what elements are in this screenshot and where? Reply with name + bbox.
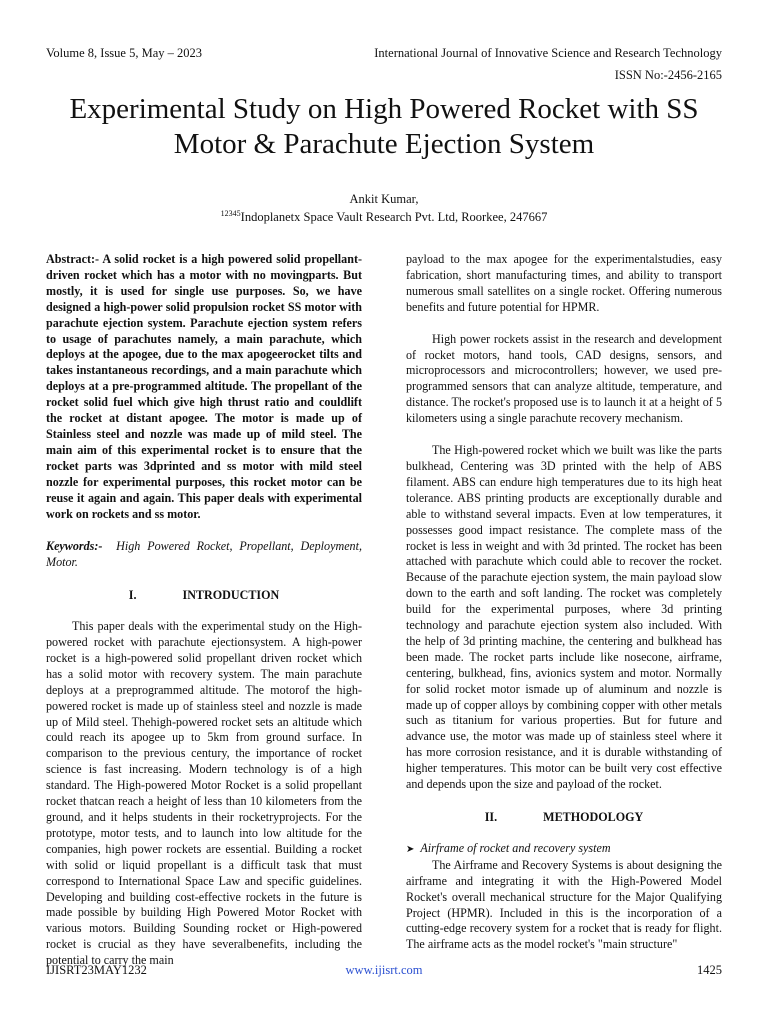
body-paragraph-2: High power rockets assist in the research and development of rocket motors, hand tools, CAD designs, sensors, and microprocessors and microcontrollers; however, we used pre-programmed sensors that can analyze altitude, temperature, and distance. The rocket's proposed use is to launch it at a height of 5 kilometers using a single parachute recovery mechanism. xyxy=(406,331,722,426)
methodology-paragraph: The Airframe and Recovery Systems is about designing the airframe and integrating it with the High-Powered Model Rocket's overall mechanical structure for the Major Qualifying Project (HPMR). Included in this is the incorporation of a cutting-edge recovery system for a rocket that is ready for flight. The airframe acts as the model rocket's "main structure" xyxy=(406,857,722,952)
issn: ISSN No:-2456-2165 xyxy=(614,68,722,82)
keywords-text: High Powered Rocket, Propellant, Deployment, Motor. xyxy=(46,539,362,570)
introduction-paragraph: This paper deals with the experimental study on the High-powered rocket with parachute ejectionsystem. A high-power rocket is a high-powered solid propellant driven rocket which has a solid motor with recovery system. The main parachute deploys at a preprogrammed altitude. The motorof the high-powered rocket is made up of stainless steel and nozzle is made up of Mild steel. Thehigh-powered rocket sets an altitude which could reach its apogee up to 5km from ground surface. In comparison to the previous century, the importance of rocket science is fast increasing. Modern technology is of a high standard. The High-powered Motor Rocket is a solid propellant rocket thatcan reach a height of less than 10 kilometers from the ground, and it helps students in their rocketryprojects. For the prototype, motor tests, and to launch into low altitude for the companies, high power rockets are essential. Building a rocket with solid or liquid propellant is a difficult task that must correspond to International Space Law and specific guidelines. Developing and building cost-effective rockets in the future is made possible by building High Powered Motor Rocket with various motors. Building Sounding rocket or High-powered rocket is crucial as they have severalbenefits, including the potential to carry the main xyxy=(46,619,362,968)
section-heading-methodology xyxy=(406,810,722,826)
journal-url[interactable]: www.ijisrt.com xyxy=(345,963,423,977)
page-number: 1425 xyxy=(697,963,722,977)
keywords-label: Keywords:- xyxy=(46,539,103,554)
section-heading-introduction xyxy=(46,588,362,604)
affiliation-text: Indoplanetx Space Vault Research Pvt. Ltd, Roorkee, 247667 xyxy=(240,210,548,225)
right-column xyxy=(406,252,722,953)
keywords xyxy=(46,539,362,571)
section-title: METHODOLOGY xyxy=(543,810,644,824)
section-number: II. xyxy=(484,810,498,824)
author-name: Ankit Kumar, xyxy=(349,192,419,206)
abstract: Abstract:- A solid rocket is a high powered solid propellant-driven rocket which has a motor with no movingparts. But mostly, it is used for single use purposes. So, we have designed a high-power solid propulsion rocket SS motor with parachute ejection system. Parachute ejection system refers to usage of parachutes namely, a main parachute, which deploys at the apogee, due to the max apogeerocket tilts and takes instantaneous recordings, and a main parachute which deploys at a pre-programmed altitude. The propellant of the rocket solid fuel which give high thrust ratio and couldlift the rocket at distant apogee. The motor is made up of Stainless steel and nozzle was made up of mild steel. The main aim of this experimental rocket is to ensure that the rocket parts was 3dprinted and ss motor with mild steel nozzle for experimental purposes, this rocket motor can be reuse it again and again. This paper deals with experimental work on rockets and ss motor. xyxy=(46,252,362,521)
left-column xyxy=(46,252,362,969)
section-number: I. xyxy=(128,588,137,603)
author-affiliation xyxy=(0,206,768,225)
affiliation-superscript: 12345 xyxy=(220,209,241,218)
journal-name: International Journal of Innovative Science and Research Technology xyxy=(374,46,722,60)
volume-issue: Volume 8, Issue 5, May – 2023 xyxy=(46,46,203,60)
arrow-bullet-icon: ➤ xyxy=(406,843,415,855)
paper-id: IJISRT23MAY1232 xyxy=(46,963,147,977)
body-paragraph-1: payload to the max apogee for the experimentalstudies, easy fabrication, short manufacturing times, and ability to transport numerous small satellites on a single rocket. Offering numerous benefits and future potential for HPMR. xyxy=(406,252,722,314)
section-title: INTRODUCTION xyxy=(182,588,280,603)
subsection-title: Airframe of rocket and recovery system xyxy=(420,840,611,855)
paper-title: Experimental Study on High Powered Rocket with SS Motor & Parachute Ejection System xyxy=(69,93,699,160)
subsection-heading xyxy=(406,841,722,858)
body-paragraph-3: The High-powered rocket which we built was like the parts bulkhead, Centering was 3D printed with the help of ABS filament. ABS can endure high temperatures due to its high heat tolerance. ABS printing products are exceptionally durable and able to withstand several impacts. Even at low temperatures, it possesses good impact resistance. The complete mass of the rocket is less in weight and with 3d printed. The rocket has been attached with parachute which could able to recover the rocket. Because of the parachute ejection system, the main payload slow down to the earth and soft landing. The rocket was completely build for the experimental purposes, where 3d printing technology and parachute ejection system also included. With the help of 3d printing machine, the centering and bulkhead has been made. The rocket parts include like nosecone, airframe, centering, bulkhead, fins, avionics system and motor. Normally for solid rocket motor ismade up of aluminum and nozzle is made up of copper alloys by combining copper with other metals such as titanium for various properties. But for future and advance use, the motor was made up of stainless steel where it has more corrosion resistance, and it is durable withstanding of higher temperatures. This motor can be built very cost effective and depends upon the size and payload of the rocket. xyxy=(406,443,722,792)
